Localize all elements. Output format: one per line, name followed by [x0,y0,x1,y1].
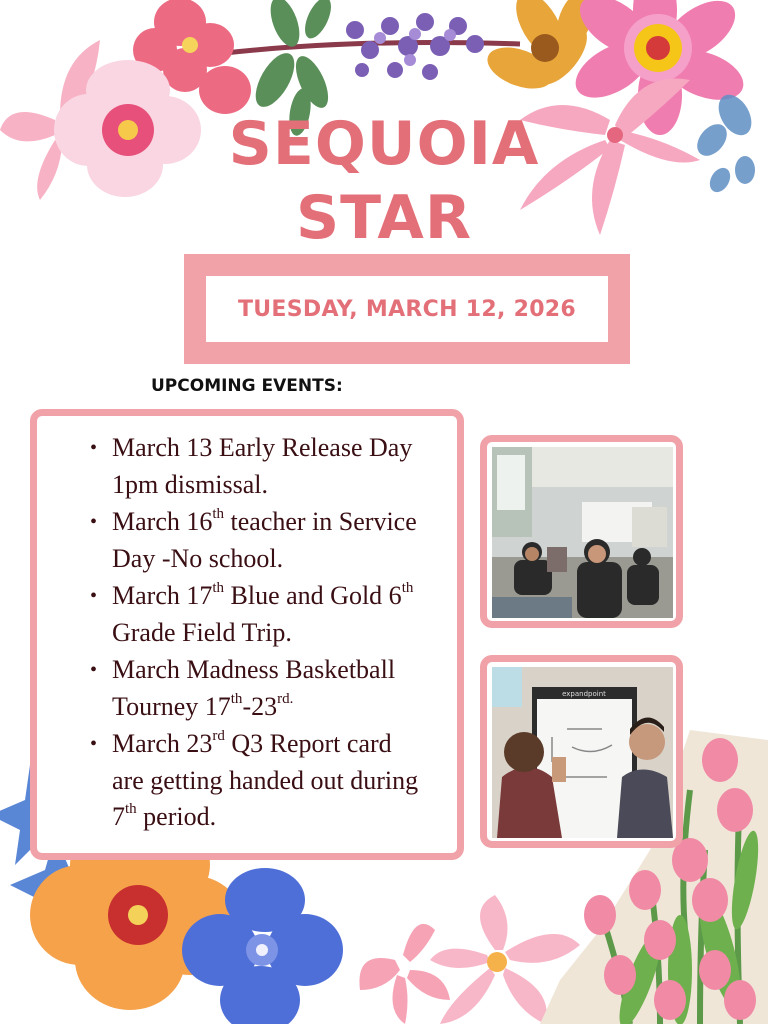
event-item [80,578,420,651]
issue-date: TUESDAY, MARCH 12, 2026 [237,296,577,322]
event-item [80,504,420,577]
event-text: March 16 [112,507,213,536]
event-ordinal-suffix: rd [212,728,225,745]
newsletter-title-line2: STAR [295,183,473,253]
event-text: Q3 Report card are getting handed out during 7 [112,729,419,831]
bullet-icon: • [90,733,98,755]
event-text: March 23 [112,729,213,758]
event-text: teacher in Service Day -No school. [112,507,417,573]
classroom-photo [492,447,673,618]
bullet-icon: • [90,511,98,533]
event-ordinal-suffix: th [230,690,243,707]
event-ordinal-suffix: th [125,801,137,818]
events-heading: UPCOMING EVENTS: [151,376,343,396]
event-ordinal-suffix: th [401,580,414,597]
bullet-icon: • [90,437,98,459]
event-item [80,430,420,503]
whiteboard-photo [492,667,673,838]
event-ordinal-suffix: th [212,506,225,523]
event-text: Grade Field Trip. [112,617,292,647]
date-banner [184,254,630,364]
event-text: -23 [242,691,278,721]
event-text: March 13 Early Release Day 1pm dismissal. [112,433,413,499]
photo-frame-whiteboard [480,655,683,848]
date-banner-inner [206,276,608,342]
whiteboard-brand: expandpoint [562,690,606,698]
event-ordinal-suffix: rd. [277,690,294,707]
photo-frame-classroom [480,435,683,628]
event-item [80,652,420,725]
event-text: Blue and Gold 6 [224,581,402,610]
event-text: period. [136,802,217,831]
event-text: March Madness Basketball Tourney 17 [112,655,396,721]
newsletter-title-line1: SEQUOIA [228,109,540,179]
event-item [80,726,420,836]
events-list [80,430,420,837]
event-text: March 17 [112,581,213,610]
event-ordinal-suffix: th [212,580,225,597]
bullet-icon: • [90,585,98,607]
bullet-icon: • [90,659,98,681]
